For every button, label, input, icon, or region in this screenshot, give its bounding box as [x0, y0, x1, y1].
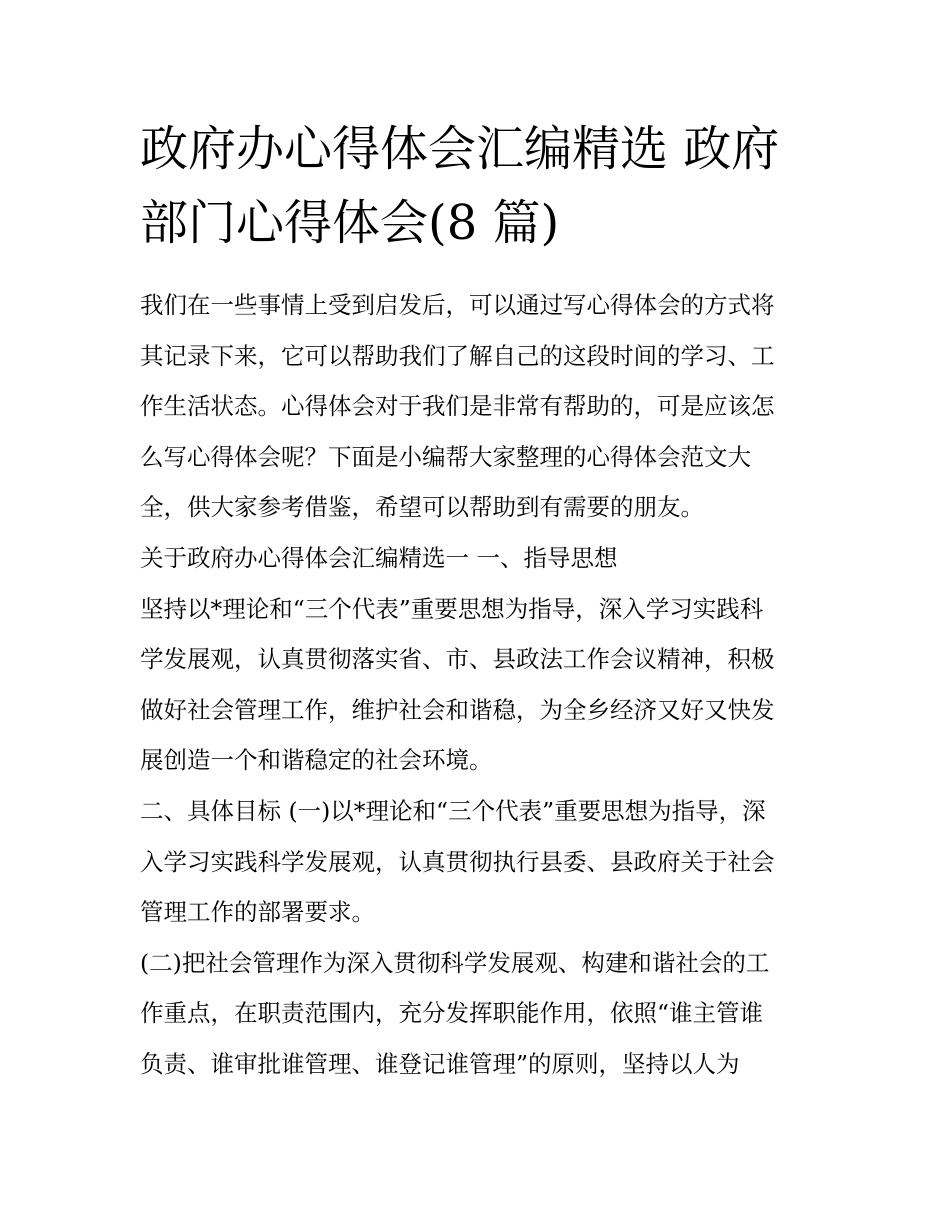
body-line: 做好社会管理工作，维护社会和谐稳，为全乡经济又好又快发: [140, 695, 775, 724]
body-line: 展创造一个和谐稳定的社会环境。: [140, 746, 493, 775]
body-line: 作生活状态。心得体会对于我们是非常有帮助的，可是应该怎: [140, 392, 775, 421]
body-line: 全，供大家参考借鉴，希望可以帮助到有需要的朋友。: [140, 493, 704, 522]
body-line: 作重点，在职责范围内，充分发挥职能作用，依照“谁主管谁: [140, 999, 764, 1028]
body-line: 负责、谁审批谁管理、谁登记谁管理”的原则，坚持以人为: [140, 1049, 740, 1078]
body-line: 我们在一些事情上受到启发后，可以通过写心得体会的方式将: [140, 291, 775, 319]
body-line: (二)把社会管理作为深入贯彻科学发展观、构建和谐社会的工: [140, 948, 770, 977]
body-line: 坚持以*理论和“三个代表”重要思想为指导，深入学习实践科: [140, 594, 764, 623]
body-line: 么写心得体会呢？下面是小编帮大家整理的心得体会范文大: [140, 442, 751, 471]
body-line: 管理工作的部署要求。: [140, 898, 375, 927]
body-line: 学发展观，认真贯彻落实省、市、县政法工作会议精神，积极: [140, 645, 775, 674]
body-line: 入学习实践科学发展观，认真贯彻执行县委、县政府关于社会: [140, 847, 775, 876]
title-line: 政府办心得体会汇编精选 政府: [140, 121, 780, 177]
section-heading: 关于政府办心得体会汇编精选一 一、指导思想: [140, 543, 618, 572]
document-body: [140, 280, 820, 1090]
body-line: 其记录下来，它可以帮助我们了解自己的这段时间的学习、工: [140, 341, 775, 370]
title-line: 部门心得体会(8 篇): [140, 195, 560, 251]
document-title: [140, 112, 820, 260]
body-line: 二、具体目标 (一)以*理论和“三个代表”重要思想为指导，深: [140, 796, 766, 825]
